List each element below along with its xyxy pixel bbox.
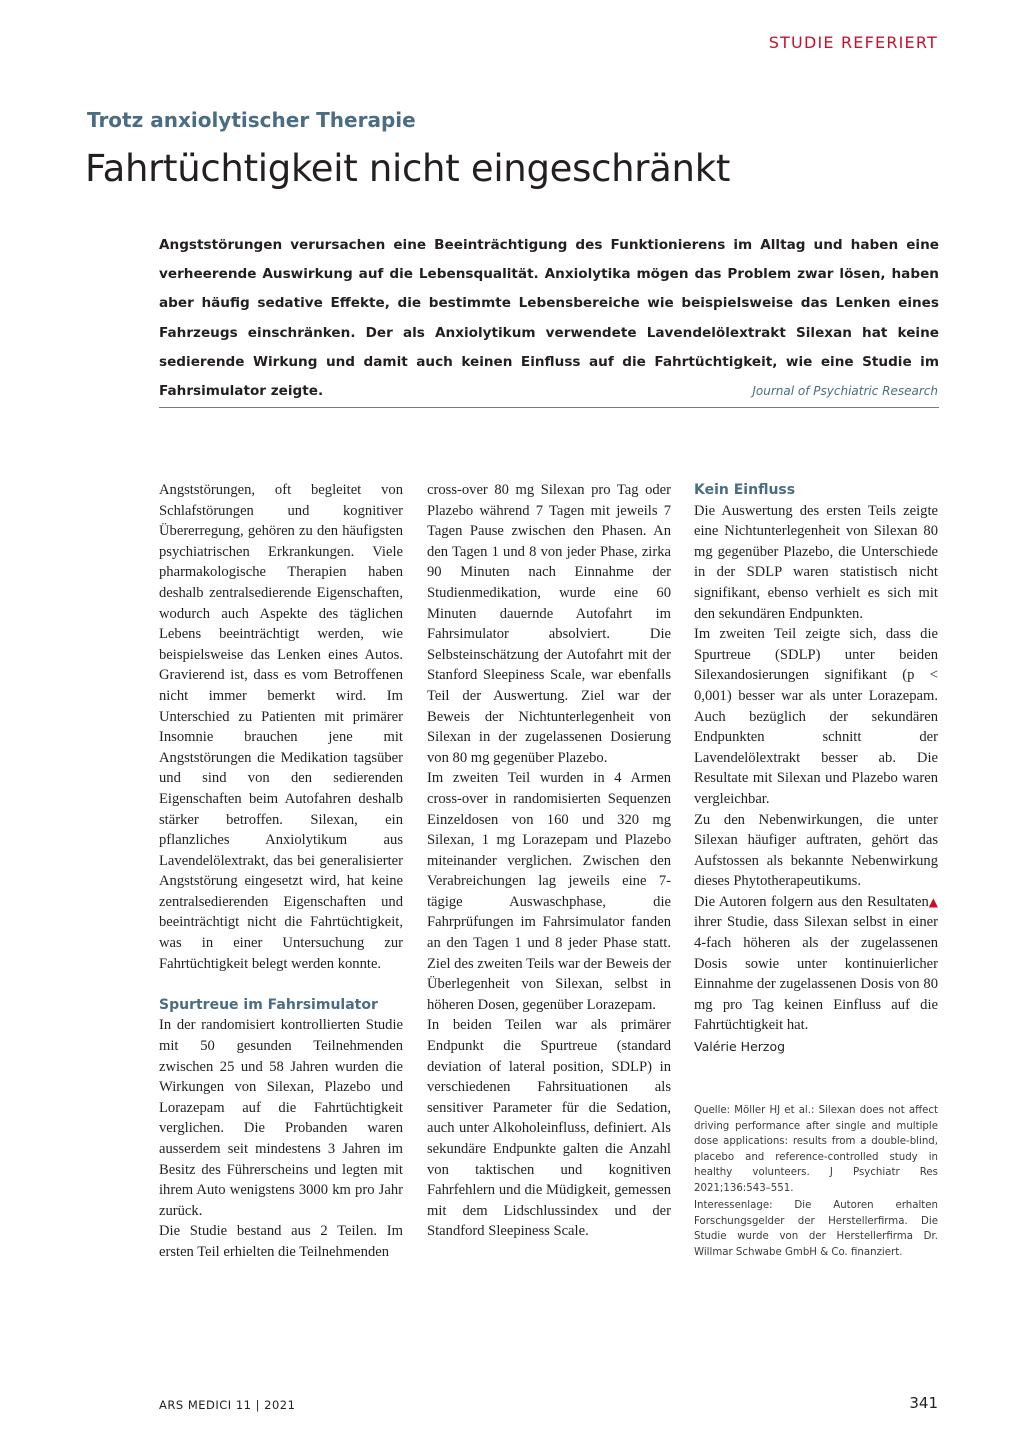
paragraph: Die Auswertung des ersten Teils zeigte eine Nichtunterlegenheit von Silexan 80 mg gegenüber Plazebo, die Unterschiede in der SDLP waren statistisch nicht signifikant, ebenso verhielt es sich mit den sekundären Endpunkten. bbox=[694, 502, 938, 622]
text-column-2 bbox=[427, 480, 671, 1242]
paragraph bbox=[694, 892, 938, 1036]
source-reference: Quelle: Möller HJ et al.: Silexan does not affect driving performance after single and multiple dose applications: results from a double-blind, placebo and reference-controlled study in healthy volunteers. J Psychiatr Res 2021;136:543–551. bbox=[694, 1105, 938, 1194]
paragraph: Im zweiten Teil wurden in 4 Armen cross-over in randomisierten Sequenzen Einzeldosen von 160 und 320 mg Silexan, 1 mg Lorazepam und Plazebo miteinander verglichen. Zwischen den Verabreichungen lag jeweils eine 7-tägige Auswaschphase, die Fahrprüfungen im Fahrsimulator fanden an den Tagen 1 und 8 jeder Phase statt. Ziel des zweiten Teils war der Beweis der Überlegenheit von Silexan, selbst in höheren Dosen, gegenüber Lorazepam. bbox=[427, 770, 671, 1013]
article-kicker: Trotz anxiolytischer Therapie bbox=[87, 108, 416, 132]
conflict-of-interest-note: Interessenlage: Die Autoren erhalten Forschungsgelder der Herstellerfirma. Die Studie wurde von der Herstellerfirma Dr. Willmar Schwabe GmbH & Co. finanziert. bbox=[694, 1200, 938, 1258]
lead-source: Journal of Psychiatric Research bbox=[752, 384, 938, 398]
paragraph: Die Studie bestand aus 2 Teilen. Im ersten Teil erhielten die Teilnehmenden bbox=[159, 1223, 403, 1260]
subheading-kein-einfluss: Kein Einfluss bbox=[694, 482, 796, 498]
page-number: 341 bbox=[909, 1394, 938, 1412]
publication-footer: ARS MEDICI 11 | 2021 bbox=[159, 1398, 296, 1412]
paragraph: Angststörungen, oft begleitet von Schlafstörungen und kognitiver Übererregung, gehören zu den häufigsten psychiatrischen Erkrankungen. Viele pharmakologische Therapien haben deshalb zentralsedierende Eigenschaften, wodurch auch Aspekte des täglichen Lebens beeinträchtigt werden, wie beispielsweise das Lenken eines Autos. Gravierend ist, dass es vom Betroffenen nicht immer bemerkt wird. Im Unterschied zu Patienten mit primärer Insomnie brauchen jene mit Angststörungen die Medikation tagsüber und sind von den sedierenden Eigenschaften beim Autofahren deshalb stärker betroffen. Silexan, ein pflanzliches Anxiolytikum aus Lavendelölextrakt, das bei generalisierter Angststörung eingesetzt wird, hat keine zentralsedierenden Eigenschaften und beeinträchtigt nicht die Fahrtüchtigkeit, was in einer Untersuchung zur Fahrtüchtigkeit belegt werden konnte. bbox=[159, 482, 403, 972]
paragraph: In beiden Teilen war als primärer Endpunkt die Spurtreue (standard deviation of lateral position, SDLP) in verschiedenen Fahrsituationen als sensitiver Parameter für die Sedation, auch unter Alkoholeinfluss, definiert. Als sekundäre Endpunkte galten die Anzahl von taktischen und kognitiven Fahrfehlern und die Müdigkeit, gemessen mit dem Lidschlussindex und der Standford Sleepiness Scale. bbox=[427, 1017, 671, 1240]
paragraph: cross-over 80 mg Silexan pro Tag oder Plazebo während 7 Tagen mit jeweils 7 Tagen Pause zwischen den Phasen. An den Tagen 1 und 8 von jeder Phase, zirka 90 Minuten nach Einnahme der Studienmedikation, wurde eine 60 Minuten dauernde Autofahrt im Fahrsimulator absolviert. Die Selbsteinschätzung der Autofahrt mit der Stanford Sleepiness Scale, war ebenfalls Teil der Auswertung. Ziel war der Beweis der Nichtunterlegenheit von Silexan in der zugelassenen Dosierung von 80 mg gegenüber Plazebo. bbox=[427, 482, 671, 766]
article-lead: Angststörungen verursachen eine Beeinträchtigung des Funktionierens im Alltag und haben eine verheerende Auswirkung auf die Lebensqualität. Anxiolytika mögen das Problem zwar lösen, haben aber häufig sedative Effekte, die bestimmte Lebensbereiche wie beispielsweise das Lenken eines Fahrzeugs einschränken. Der als Anxiolytikum verwendete Lavendelölextrakt Silexan hat keine sedierende Wirkung und damit auch keinen Einfluss auf die Fahrtüchtigkeit, wie eine Studie im Fahrsimulator zeigte. bbox=[159, 237, 939, 400]
end-of-article-triangle-icon: ▲ bbox=[928, 894, 938, 909]
author-name: Valérie Herzog bbox=[694, 1039, 786, 1054]
paragraph-text: Die Autoren folgern aus den Resultaten ihrer Studie, dass Silexan selbst in einer 4-fach höheren als der zugelassenen Dosis sowie unter kontinuierlicher Einnahme der zugelassenen Dosis von 80 mg pro Tag keinen Einfluss auf die Fahrtüchtigkeit hat. bbox=[694, 893, 938, 1034]
text-column-1 bbox=[159, 480, 403, 1263]
paragraph: Zu den Nebenwirkungen, die unter Silexan häufiger auftraten, gehört das Aufstossen als bekannte Nebenwirkung dieses Phytotherapeutikums. bbox=[694, 811, 938, 890]
article-headline: Fahrtüchtigkeit nicht eingeschränkt bbox=[85, 147, 731, 190]
subheading-spurtreue: Spurtreue im Fahrsimulator bbox=[159, 996, 378, 1013]
lead-divider bbox=[159, 407, 939, 408]
paragraph: Im zweiten Teil zeigte sich, dass die Spurtreue (SDLP) unter beiden Silexandosierungen signifikant (p < 0,001) besser war als unter Lorazepam. Auch bezüglich der sekundären Endpunkten schnitt der Lavendelölextrakt besser ab. Die Resultate mit Silexan und Plazebo waren vergleichbar. bbox=[694, 626, 938, 807]
section-label: STUDIE REFERIERT bbox=[768, 33, 938, 52]
paragraph: In der randomisiert kontrollierten Studie mit 50 gesunden Teilnehmenden zwischen 25 und 58 Jahren wurden die Wirkungen von Silexan, Plazebo und Lorazepam auf die Fahrtüchtigkeit verglichen. Die Probanden waren ausserdem seit mindestens 3 Jahren im Besitz des Führerscheins und legten mit ihrem Auto wenigstens 3000 km pro Jahr zurück. bbox=[159, 1017, 403, 1219]
text-column-3 bbox=[694, 480, 938, 1036]
